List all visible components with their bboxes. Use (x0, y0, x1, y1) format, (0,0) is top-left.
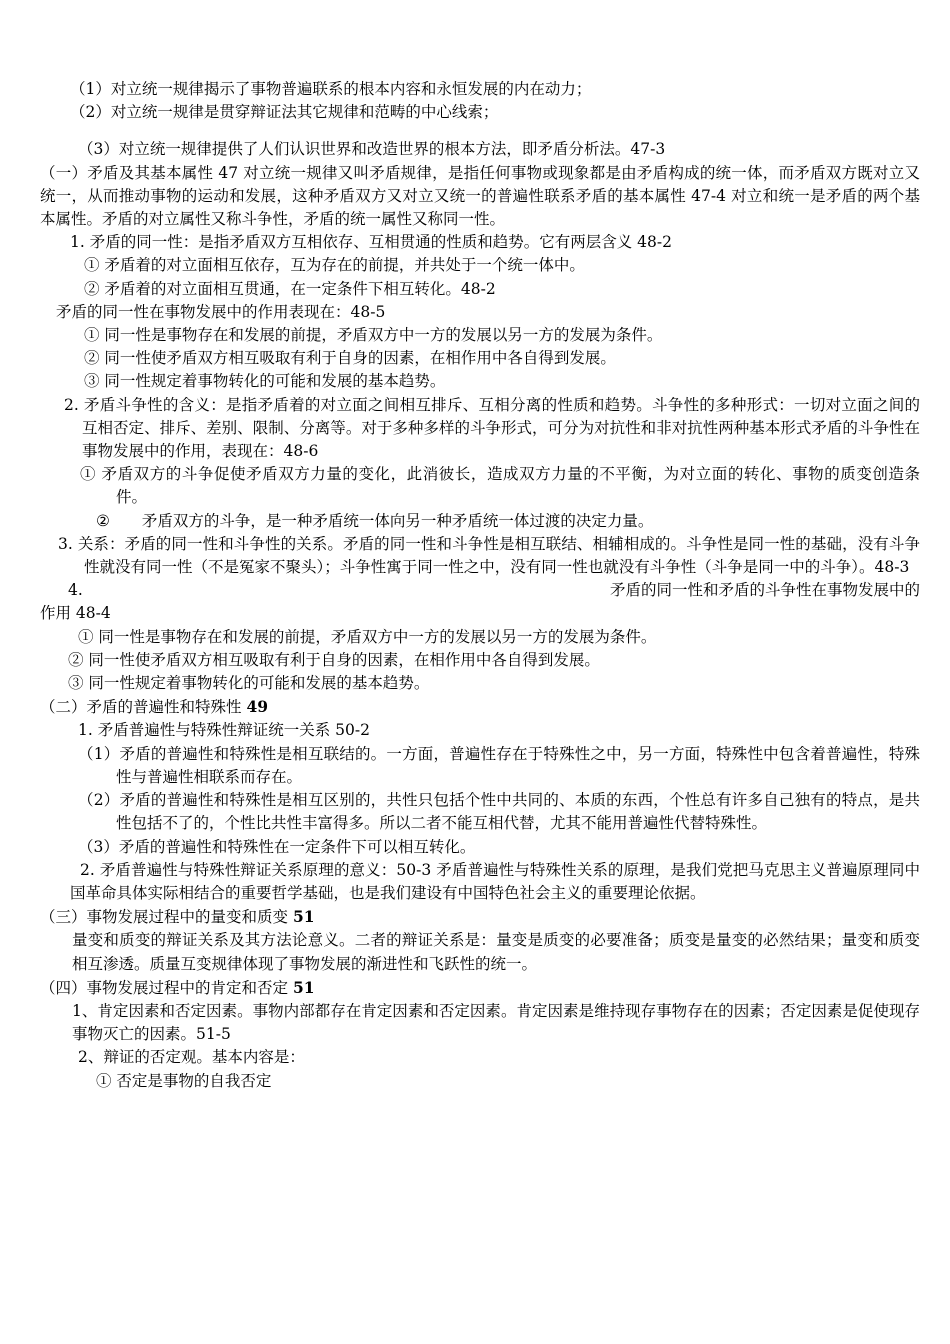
identity-role-1: ① 同一性是事物存在和发展的前提，矛盾双方中一方的发展以另一方的发展为条件。 (84, 326, 663, 345)
identity-role-3: ③ 同一性规定着事物转化的可能和发展的基本趋势。 (84, 372, 446, 391)
section-1-heading (40, 162, 920, 232)
section-1-text: （一）矛盾及其基本属性 47 对立统一规律又叫矛盾规律，是指任何事物或现象都是由矛盾构成的统一体，而矛盾双方既对立又统一，从而推动事物的运动和发展，这种矛盾双方又对立又统一的普遍性联系矛盾的基本属性 47-4 对立和统一是矛盾的两个基本属性。矛盾的对立属性又称斗争性，矛盾的统一属性又称同一性。 (40, 163, 920, 229)
role-heading-row (40, 579, 920, 602)
para-law-3: （3）对立统一规律提供了人们认识世界和改造世界的根本方法，即矛盾分析法。47-3 (78, 140, 666, 159)
section-4-page: 51 (292, 977, 315, 997)
negation-heading: 2、辩证的否定观。基本内容是： (78, 1048, 305, 1067)
quantity-quality-paragraph: 量变和质变的辩证关系及其方法论意义。二者的辩证关系是：量变是质变的必要准备；质变是量变的必然结果；量变和质变相互渗透。质量互变规律体现了事物发展的渐进性和飞跃性的统一。 (72, 931, 920, 973)
identity-heading: 1. 矛盾的同一性：是指矛盾双方互相依存、互相贯通的性质和趋势。它有两层含义 48-2 (70, 233, 672, 252)
role-heading-text: 矛盾的同一性和矛盾的斗争性在事物发展中的 (609, 581, 920, 600)
identity-role-heading: 矛盾的同一性在事物发展中的作用表现在：48-5 (56, 302, 386, 321)
para-law-2: （2）对立统一规律是贯穿辩证法其它规律和范畴的中心线索； (70, 103, 499, 122)
struggle-item-2-text: 矛盾双方的斗争，是一种矛盾统一体向另一种矛盾统一体过渡的决定力量。 (141, 511, 654, 530)
struggle-item-1: ① 矛盾双方的斗争促使矛盾双方力量的变化，此消彼长，造成双方力量的不平衡，为对立面的转化、事物的质变创造条件。 (80, 465, 920, 507)
section-2-page: 49 (246, 697, 269, 717)
struggle-item-2-marker: ② (96, 511, 110, 530)
section-2-heading (40, 695, 920, 719)
negation-item-1: ① 否定是事物的自我否定 (96, 1071, 272, 1090)
role-item-1: ① 同一性是事物存在和发展的前提，矛盾双方中一方的发展以另一方的发展为条件。 (78, 627, 657, 646)
section-3-page: 51 (292, 907, 315, 927)
section-4-heading (40, 976, 920, 1000)
identity-item-1: ① 矛盾着的对立面相互依存，互为存在的前提，并共处于一个统一体中。 (84, 256, 585, 275)
relation-paragraph: 3. 关系：矛盾的同一性和斗争性的关系。矛盾的同一性和斗争性是相互联结、相辅相成的。斗争性是同一性的基础，没有斗争性就没有同一性（不是冤家不聚头）；斗争性寓于同一性之中，没有同一性也就没有斗争性（斗争是同一中的斗争）。48-3 (58, 534, 920, 577)
section-3-title: （三）事物发展过程中的量变和质变 (40, 908, 293, 927)
universality-item-1: （1）矛盾的普遍性和特殊性是相互联结的。一方面，普遍性存在于特殊性之中，另一方面，特殊性中包含着普遍性，特殊性与普遍性相联系而存在。 (78, 744, 920, 786)
identity-role-2: ② 同一性使矛盾双方相互吸取有利于自身的因素，在相作用中各自得到发展。 (84, 349, 616, 368)
document-page (40, 78, 920, 1093)
section-3-heading (40, 905, 920, 929)
section-4-title: （四）事物发展过程中的肯定和否定 (40, 978, 293, 997)
identity-item-2: ② 矛盾着的对立面相互贯通，在一定条件下相互转化。48-2 (84, 279, 496, 298)
universality-heading: 1. 矛盾普遍性与特殊性辩证统一关系 50-2 (78, 721, 370, 740)
universality-item-3: （3）矛盾的普遍性和特殊性在一定条件下可以相互转化。 (78, 837, 476, 856)
role-item-3: ③ 同一性规定着事物转化的可能和发展的基本趋势。 (68, 674, 430, 693)
affirmation-paragraph: 1、肯定因素和否定因素。事物内部都存在肯定因素和否定因素。肯定因素是维持现存事物存在的因素；否定因素是促使现存事物灭亡的因素。51-5 (72, 1001, 920, 1044)
role-item-2: ② 同一性使矛盾双方相互吸取有利于自身的因素，在相作用中各自得到发展。 (68, 650, 600, 669)
struggle-paragraph: 2. 矛盾斗争性的含义：是指矛盾着的对立面之间相互排斥、互相分离的性质和趋势。斗争性的多种形式：一切对立面之间的互相否定、排斥、差别、限制、分离等。对于多种多样的斗争形式，可分为对抗性和非对抗性两种基本形式矛盾的斗争性在事物发展中的作用，表现在：48-6 (64, 395, 920, 461)
universality-significance: 2. 矛盾普遍性与特殊性辩证关系原理的意义：50-3 矛盾普遍性与特殊性关系的原理，是我们党把马克思主义普遍原理同中国革命具体实际相结合的重要哲学基础，也是我们建设有中国特色社会主义的重要理论依据。 (70, 860, 920, 902)
universality-item-2: （2）矛盾的普遍性和特殊性是相互区别的，共性只包括个性中共同的、本质的东西，个性总有许多自己独有的特点，是共性包括不了的，个性比共性丰富得多。所以二者不能互相代替，尤其不能用普遍性代替特殊性。 (78, 791, 920, 833)
role-heading-cont: 作用 48-4 (40, 604, 111, 623)
struggle-item-2 (40, 510, 920, 533)
para-law-1: （1）对立统一规律揭示了事物普遍联系的根本内容和永恒发展的内在动力； (70, 80, 592, 98)
role-heading-number: 4. (68, 581, 83, 600)
section-2-title: （二）矛盾的普遍性和特殊性 (40, 698, 247, 717)
